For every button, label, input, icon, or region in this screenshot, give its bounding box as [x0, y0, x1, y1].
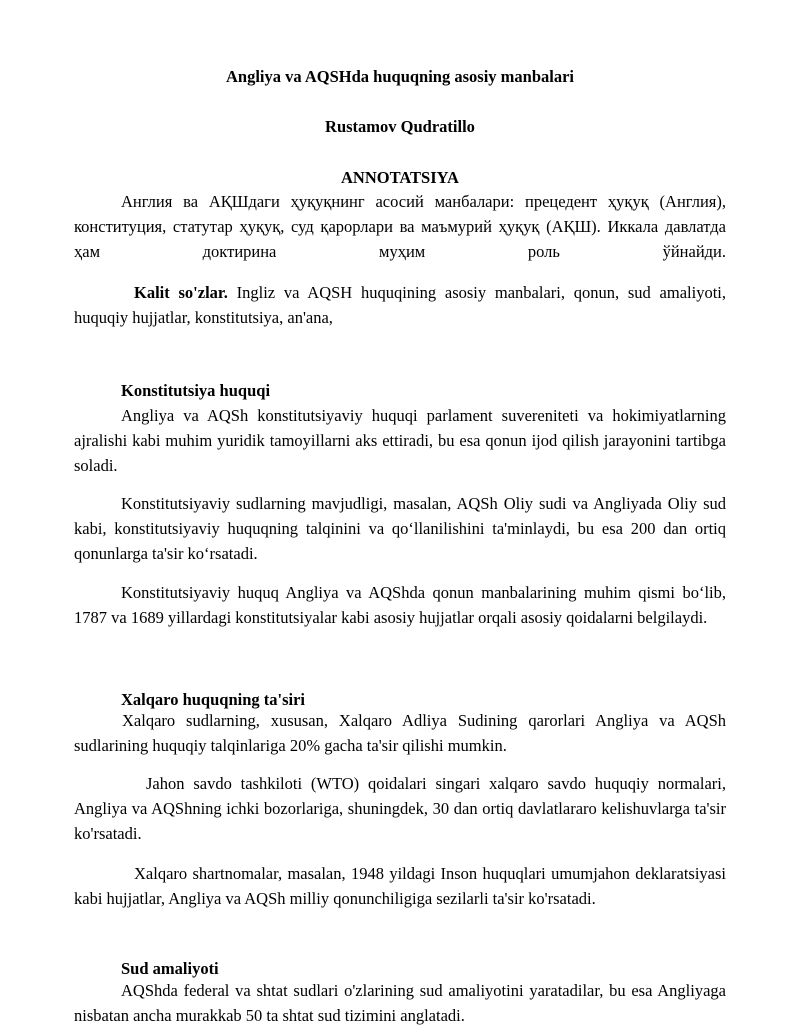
section-1-paragraph-1: Angliya va AQSh konstitutsiyaviy huquqi parlament suvereniteti va hokimiyatlarning ajralishi kabi muhim yuridik tamoyillarni aks ettiradi, bu esa qonun ijod qilish jarayonini tartibga soladi. — [74, 406, 726, 475]
section-2-paragraph-1: Xalqaro sudlarning, xususan, Xalqaro Adliya Sudining qarorlari Angliya va AQSh sudlarining huquqiy talqinlariga 20% gacha ta'sir qilishi mumkin. — [74, 711, 726, 755]
section-2-paragraph-2: Jahon savdo tashkiloti (WTO) qoidalari singari xalqaro savdo huquqiy normalari, Angliya va AQShning ichki bozorlariga, shuningdek, 30 dan ortiq davlatlararo kelishuvlarga ta'sir ko'rsatadi. — [74, 774, 726, 843]
keywords-label: Kalit so'zlar. — [134, 283, 228, 302]
section-heading-sud-amaliyoti: Sud amaliyoti — [121, 959, 219, 978]
document-title: Angliya va AQSHda huquqning asosiy manbalari — [226, 67, 574, 86]
section-1-paragraph-2: Konstitutsiyaviy sudlarning mavjudligi, masalan, AQSh Oliy sudi va Angliyada Oliy sud kabi, konstitutsiyaviy huquqning talqinini va qo‘llanilishini ta'minlaydi, bu esa 200 dan ortiq qonunlarga ta'sir ko‘rsatadi. — [74, 494, 726, 563]
section-1-paragraph-3: Konstitutsiyaviy huquq Angliya va AQShda qonun manbalarining muhim qismi bo‘lib, 1787 va 1689 yillardagi konstitutsiyalar kabi asosiy hujjatlar orqali asosiy qoidalarni belgilaydi. — [74, 583, 726, 627]
section-3-paragraph-1: AQShda federal va shtat sudlari o'zlarining sud amaliyotini yaratadilar, bu esa Angliyaga nisbatan ancha murakkab 50 ta shtat sud tizimini anglatadi. — [74, 981, 726, 1025]
keywords-text: Ingliz va AQSH huquqining asosiy manbalari, qonun, sud amaliyoti, huquqiy hujjatlar, konstitutsiya, an'ana, — [74, 283, 726, 327]
section-heading-xalqaro: Xalqaro huquqning ta'siri — [121, 690, 306, 709]
annotation-heading: ANNOTATSIYA — [341, 168, 459, 187]
section-2-paragraph-3: Xalqaro shartnomalar, masalan, 1948 yildagi Inson huquqlari umumjahon deklaratsiyasi kabi hujjatlar, Angliya va AQSh milliy qonunchiligiga sezilarli ta'sir ko'rsatadi. — [74, 864, 726, 908]
keywords-paragraph — [74, 280, 726, 330]
document-author: Rustamov Qudratillo — [325, 117, 475, 136]
section-heading-konstitutsiya: Konstitutsiya huquqi — [121, 381, 271, 400]
annotation-text: Англия ва АҚШдаги ҳуқуқнинг асосий манбалари: прецедент ҳуқуқ (Англия), конституция, статутар ҳуқуқ, суд қарорлари ва маъмурий ҳуқуқ (АҚШ). Иккала давлатда ҳам доктирина муҳим роль ўйнайди. — [74, 192, 726, 261]
